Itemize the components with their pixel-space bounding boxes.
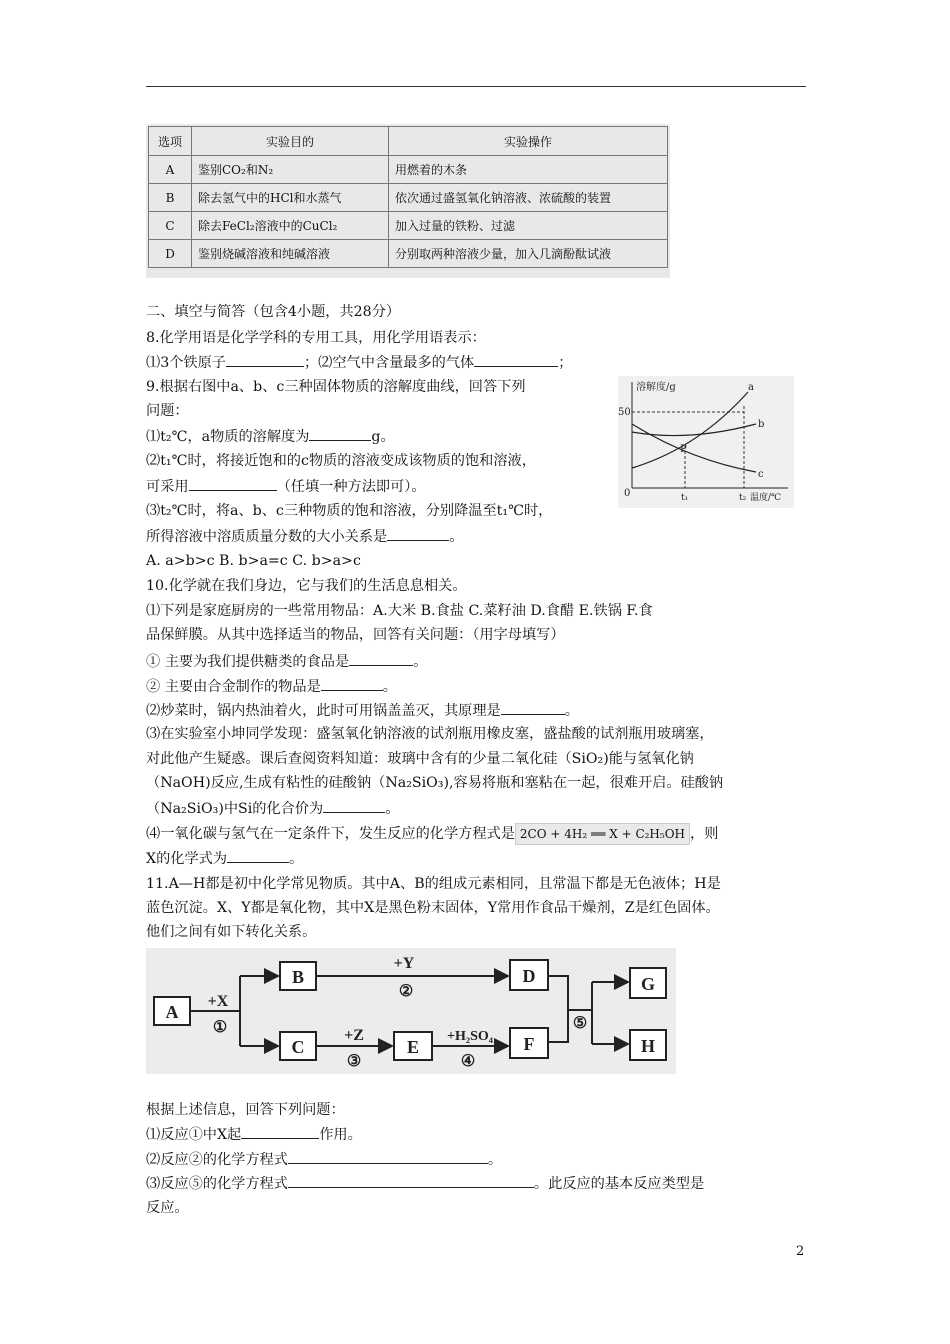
q11-part-2: [146, 1149, 502, 1170]
q9-1-unit: g。: [371, 429, 395, 445]
bracket-d-f: [548, 976, 568, 1042]
punct: 。: [487, 1152, 503, 1168]
punct: 。: [382, 679, 397, 695]
answer-blank[interactable]: [288, 1149, 488, 1164]
header-rule: [146, 86, 806, 87]
options-table-image: [146, 124, 670, 278]
q9-3-text: 所得溶液中溶质质量分数的大小关系是: [146, 529, 388, 545]
answer-blank[interactable]: [288, 1173, 534, 1188]
answer-blank[interactable]: [349, 651, 413, 666]
q11-3-text: ⑶反应⑤的化学方程式: [146, 1176, 288, 1192]
x-axis-label: 温度/℃: [750, 493, 782, 503]
q11-part-1: [146, 1124, 362, 1145]
punct: ；: [558, 355, 573, 371]
step-4: ④: [460, 1053, 476, 1070]
curve-b: [632, 424, 756, 436]
table-row: [149, 184, 668, 212]
table-row: [149, 156, 668, 184]
q9-1-text: ⑴t₂℃，a物质的溶解度为: [146, 429, 310, 445]
question-9-cont: 问题：: [146, 403, 189, 419]
reagent-y: +Y: [393, 955, 415, 972]
y-axis-label: 溶解度/g: [636, 382, 676, 393]
table-row: [149, 240, 668, 268]
q9-2-text-end: （任填一种方法即可）。: [276, 479, 426, 495]
q10-2-text: ⑵炒菜时，锅内热油着火，此时可用锅盖盖灭，其原理是: [146, 703, 501, 719]
label-a: A: [165, 1002, 179, 1022]
q10-4b-text: X的化学式为: [146, 851, 228, 867]
answer-blank[interactable]: [474, 352, 558, 367]
section-heading: 二、填空与简答（包含4小题，共28分）: [146, 304, 401, 320]
label-e: E: [406, 1037, 420, 1057]
q10-part-1-sub1: [146, 651, 427, 672]
tick-50: 50: [618, 407, 631, 418]
q10-part-1-sub2: [146, 676, 397, 697]
table-cell: A: [149, 156, 192, 184]
q10-part-4: [146, 823, 718, 845]
table-cell: 鉴别CO₂和N₂: [192, 156, 389, 184]
label-g: G: [640, 974, 656, 994]
table-cell: 加入过量的铁粉、过滤: [389, 212, 668, 240]
label-a: a: [748, 382, 754, 393]
page-number: 2: [796, 1244, 805, 1259]
q10-4-end: ，则: [690, 826, 719, 842]
q10-part-1-cont: 品保鲜膜。从其中选择适当的物品，回答有关问题：（用字母填写）: [146, 627, 565, 643]
label-p: P: [680, 444, 687, 455]
answer-blank[interactable]: [227, 848, 289, 863]
question-11-cont1: 蓝色沉淀。X、Y都是氧化物，其中X是黑色粉末固体，Y常用作食品干燥剂，Z是红色固体。: [146, 900, 720, 916]
tick-t2: t₂: [739, 493, 747, 503]
q8-item-2: ；⑵空气中含量最多的气体: [303, 355, 475, 371]
label-h: H: [640, 1036, 656, 1056]
question-10: 10.化学就在我们身边，它与我们的生活息息相关。: [146, 578, 467, 594]
q10-part-3-cont2: （NaOH)反应,生成有粘性的硅酸钠（Na₂SiO₃),容易将瓶和塞粘在一起，很难开启。硅酸钠: [146, 775, 724, 791]
table-cell: 用燃着的木条: [389, 156, 668, 184]
question-11-cont2: 他们之间有如下转化关系。: [146, 924, 317, 940]
conversion-diagram: [146, 948, 676, 1074]
q10-part-3-cont1: 对此他产生疑惑。课后查阅资料知道：玻璃中含有的少量二氧化硅（SiO₂)能与氢氧化钠: [146, 751, 694, 767]
q10-part-1: ⑴下列是家庭厨房的一些常用物品：A.大米 B.食盐 C.菜籽油 D.食醋 E.铁锅 F.食: [146, 603, 653, 619]
curve-c: [632, 424, 756, 472]
reagent-x: +X: [207, 993, 229, 1010]
q11-prompt: 根据上述信息，回答下列问题：: [146, 1102, 345, 1118]
step-1: ①: [212, 1019, 228, 1036]
label-c: c: [758, 469, 764, 480]
solubility-curve-figure: [618, 376, 794, 508]
q10-3-text: （Na₂SiO₃)中Si的化合价为: [146, 801, 324, 817]
q10-part-4-cont: [146, 848, 303, 869]
answer-blank[interactable]: [387, 526, 449, 541]
answer-blank[interactable]: [189, 476, 277, 491]
equation-image: 2CO + 4H₂ ══ X + C₂H₅OH: [515, 823, 690, 845]
q11-1-end: 作用。: [319, 1127, 362, 1143]
tick-t1: t₁: [681, 493, 689, 503]
punct: 。: [449, 529, 464, 545]
label-b: b: [758, 419, 765, 430]
q10-part-3: ⑶在实验室小坤同学发现：盛氢氧化钠溶液的试剂瓶用橡皮塞，盛盐酸的试剂瓶用玻璃塞，: [146, 726, 714, 742]
q11-part-3-cont: 反应。: [146, 1200, 189, 1216]
table-cell: 除去FeCl₂溶液中的CuCl₂: [192, 212, 389, 240]
q11-part-3: [146, 1173, 704, 1194]
q8-item-1: ⑴3个铁原子: [146, 355, 226, 371]
punct: 。: [385, 801, 400, 817]
q11-2-text: ⑵反应②的化学方程式: [146, 1152, 288, 1168]
reagent-h2so4: +H₂SO₄: [447, 1029, 493, 1044]
table-header: 实验操作: [389, 127, 668, 156]
question-9: 9.根据右图中a、b、c三种固体物质的溶解度曲线，回答下列: [146, 379, 526, 395]
question-11: 11.A—H都是初中化学常见物质。其中A、B的组成元素相同，且常温下都是无色液体；H是: [146, 876, 721, 892]
table-cell: C: [149, 212, 192, 240]
step-2: ②: [398, 983, 414, 1000]
question-8: 8.化学用语是化学学科的专用工具，用化学用语表示：: [146, 330, 486, 346]
punct: 。: [289, 851, 304, 867]
question-8-items: [146, 352, 572, 373]
q11-1-text: ⑴反应①中X起: [146, 1127, 242, 1143]
answer-blank[interactable]: [323, 798, 385, 813]
q9-part-3: ⑶t₂℃时，将a、b、c三种物质的饱和溶液，分别降温至t₁℃时，: [146, 503, 553, 519]
q10-sub2-text: ② 主要由合金制作的物品是: [146, 679, 321, 695]
conversion-svg: [146, 948, 676, 1074]
table-header: 选项: [149, 127, 192, 156]
answer-blank[interactable]: [501, 700, 565, 715]
q9-part-2-cont: [146, 476, 426, 497]
punct: 。: [413, 654, 428, 670]
q11-3-end: 。此反应的基本反应类型是: [533, 1176, 705, 1192]
table-cell: 分别取两种溶液少量，加入几滴酚酞试液: [389, 240, 668, 268]
table-row: [149, 212, 668, 240]
label-f: F: [523, 1034, 535, 1054]
q9-2-text: 可采用: [146, 479, 189, 495]
q10-4-text: ⑷一氧化碳与氢气在一定条件下，发生反应的化学方程式是: [146, 826, 515, 842]
label-d: D: [522, 966, 536, 986]
table-cell: D: [149, 240, 192, 268]
answer-blank[interactable]: [309, 426, 371, 441]
answer-blank[interactable]: [226, 352, 304, 367]
table-cell: B: [149, 184, 192, 212]
q9-part-2: ⑵t₁℃时，将接近饱和的c物质的溶液变成该物质的饱和溶液，: [146, 453, 536, 469]
answer-blank[interactable]: [241, 1124, 319, 1139]
table-header: 实验目的: [192, 127, 389, 156]
answer-blank[interactable]: [321, 676, 383, 691]
q9-part-1: [146, 426, 395, 447]
q10-part-2: [146, 700, 579, 721]
table-cell: 除去氢气中的HCl和水蒸气: [192, 184, 389, 212]
table-cell: 依次通过盛氢氧化钠溶液、浓硫酸的装置: [389, 184, 668, 212]
solubility-svg: [618, 376, 794, 508]
q10-part-3-cont3: [146, 798, 399, 819]
q9-options: A. a>b>c B. b>a=c C. b>a>c: [146, 553, 361, 569]
step-3: ③: [346, 1053, 362, 1070]
label-b: B: [291, 967, 305, 987]
step-5: ⑤: [572, 1015, 588, 1032]
origin-label: 0: [624, 488, 631, 499]
table-header-row: [149, 127, 668, 156]
table-cell: 鉴别烧碱溶液和纯碱溶液: [192, 240, 389, 268]
q10-sub1-text: ① 主要为我们提供糖类的食品是: [146, 654, 350, 670]
options-table: [148, 126, 668, 268]
punct: 。: [564, 703, 579, 719]
q9-part-3-cont: [146, 526, 463, 547]
reagent-z: +Z: [344, 1027, 364, 1044]
label-c: C: [291, 1037, 305, 1057]
